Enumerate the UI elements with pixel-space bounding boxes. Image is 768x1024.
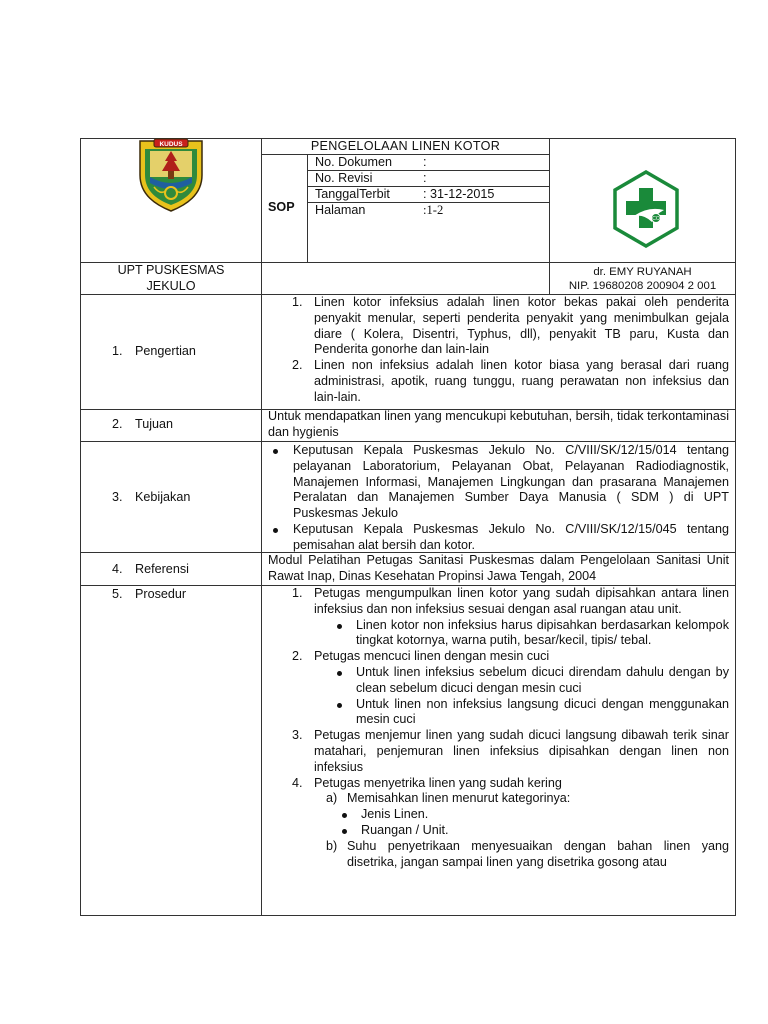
- org-name: [81, 263, 261, 295]
- step-number: 4.: [292, 775, 303, 790]
- signer-block: [550, 265, 735, 293]
- prosedur-content: [292, 586, 729, 915]
- kudus-crest-logo: [136, 137, 206, 213]
- step-bullet: [292, 618, 729, 650]
- sub-step-text: Suhu penyetrikaan menyesuaikan dengan bahan linen yang disetrika, jangan sampai linen yang disetrika gosong atau: [347, 838, 729, 869]
- section-label-pengertian: [112, 344, 252, 360]
- svg-text:KUDUS: KUDUS: [159, 141, 183, 148]
- meta-value-halaman: :1-2: [423, 203, 444, 217]
- section-label-referensi: [112, 562, 252, 578]
- row-line: [80, 441, 736, 442]
- list-item: [292, 295, 729, 358]
- meta-value-dokumen: :: [423, 155, 427, 169]
- item-number: 1.: [292, 295, 303, 309]
- step-text: Petugas menjemur linen yang sudah dicuci langsung dibawah terik sinar matahari, penjemuran linen infeksius dipisahkan dengan linen non infeksius: [314, 728, 729, 774]
- table-border-right: [735, 138, 736, 916]
- meta-value-revisi: :: [423, 171, 427, 185]
- step-text: Petugas mencuci linen dengan mesin cuci: [314, 649, 550, 664]
- step-bullet: [292, 697, 729, 729]
- bullet-icon: [337, 671, 342, 676]
- meta-label-halaman: Halaman: [315, 203, 366, 217]
- section-title: Kebijakan: [135, 490, 191, 504]
- bullet-icon: [337, 624, 342, 629]
- sub-step-b: [292, 839, 729, 871]
- bullet-text: Jenis Linen.: [361, 807, 429, 822]
- item-text: Linen kotor infeksius adalah linen kotor bekas pakai oleh penderita penyakit menular, seperti penderita penyakit yang menimbulkan gejala diare ( Kolera, Disentri, Typhus, dll), penyakit TB paru, Kusta dan Penderita gonorhe dan lain-lain: [314, 295, 729, 357]
- sub-step-text: Memisahkan linen menurut kategorinya:: [347, 791, 571, 806]
- item-text: Linen non infeksius adalah linen kotor biasa yang berasal dari ruang administrasi, apotik, ruang tunggu, ruang perawatan non infeksius dan lain-lain.: [314, 358, 729, 404]
- procedure-step: [292, 649, 729, 665]
- pengertian-content: [292, 295, 729, 406]
- sub-step-marker: a): [326, 791, 338, 806]
- section-number: 5.: [112, 587, 123, 601]
- signer-name: dr. EMY RUYANAH: [593, 266, 692, 278]
- item-text: Keputusan Kepala Puskesmas Jekulo No. C/VIII/SK/12/15/014 tentang pelayanan Laboratorium, Pelayanan Obat, Pelayanan Radiodiagnostik, Manajemen Informasi, Manajemen Lingkungan dan prasarana Manajemen Peralatan dan Manajemen Sumber Daya Manusia ( SDM ) di UPT Puskesmas Jekulo: [293, 443, 729, 521]
- meta-label-tanggal: TanggalTerbit: [315, 187, 390, 201]
- procedure-step: [292, 728, 729, 775]
- bullet-icon: [342, 829, 347, 834]
- meta-label-dokumen: No. Dokumen: [315, 155, 392, 169]
- col-divider-main: [261, 138, 262, 916]
- section-title: Pengertian: [135, 344, 196, 358]
- step-text: Petugas menyetrika linen yang sudah kering: [314, 775, 562, 790]
- section-title: Prosedur: [135, 587, 187, 601]
- puskesmas-logo: [612, 170, 680, 248]
- list-item: [270, 443, 729, 522]
- step-number: 1.: [292, 586, 303, 600]
- section-label-tujuan: [112, 417, 252, 433]
- bullet-icon: [273, 528, 278, 533]
- bullet-text: Untuk linen non infeksius langsung dicuci dengan menggunakan mesin cuci: [356, 696, 729, 727]
- section-number: 2.: [112, 417, 123, 431]
- tujuan-content: Untuk mendapatkan linen yang mencukupi kebutuhan, bersih, tidak terkontaminasi dan hygienis: [268, 409, 729, 439]
- sub-step-marker: b): [326, 838, 338, 853]
- section-label-prosedur: [112, 587, 252, 603]
- section-number: 1.: [112, 344, 123, 358]
- step-number: 2.: [292, 649, 303, 664]
- org-name-line1: UPT PUSKESMAS: [117, 263, 225, 277]
- section-title: Referensi: [135, 562, 189, 576]
- bullet-text: Linen kotor non infeksius harus dipisahkan berdasarkan kelompok tingkat kotornya, warna putih, besar/kecil, tipis/ tebal.: [356, 617, 729, 648]
- bullet-icon: [342, 813, 347, 818]
- step-bullet: [292, 665, 729, 697]
- referensi-content: Modul Pelatihan Petugas Sanitasi Puskesmas dalam Pengelolaan Sanitasi Unit Rawat Inap, Dinas Kesehatan Propinsi Jawa Tengah, 2004: [268, 553, 729, 583]
- bullet-text: Ruangan / Unit.: [361, 822, 449, 837]
- puskesmas-hexagon-icon: [612, 170, 680, 248]
- section-title: Tujuan: [135, 417, 174, 431]
- sub-step-bullet: [292, 807, 729, 823]
- document-title: PENGELOLAAN LINEN KOTOR: [310, 139, 501, 153]
- header-row-line: [261, 154, 549, 155]
- bullet-text: Untuk linen infeksius sebelum dicuci direndam dahulu dengan by clean sebelum dicuci dengan mesin cuci: [356, 664, 729, 695]
- item-text: Keputusan Kepala Puskesmas Jekulo No. C/VIII/SK/12/15/045 tentang pemisahan alat bersih dan kotor.: [293, 521, 729, 552]
- list-item: [292, 358, 729, 405]
- meta-label-revisi: No. Revisi: [315, 171, 373, 185]
- list-item: [270, 522, 729, 554]
- step-number: 3.: [292, 728, 303, 743]
- kudus-crest-icon: [136, 137, 206, 213]
- table-border-left: [80, 138, 81, 916]
- procedure-step: [292, 776, 729, 792]
- bullet-icon: [273, 449, 278, 454]
- step-text: Petugas mengumpulkan linen kotor yang sudah dipisahkan antara linen infeksius dan non infeksius sesuai dengan asal ruangan atau unit.: [314, 586, 729, 616]
- bullet-icon: [337, 703, 342, 708]
- sop-label: SOP: [268, 200, 295, 214]
- meta-value-tanggal: : 31-12-2015: [423, 187, 495, 201]
- signer-nip: NIP. 19680208 200904 2 001: [568, 280, 717, 292]
- section-number: 4.: [112, 562, 123, 576]
- table-border-bottom: [80, 915, 736, 916]
- sub-step-bullet: [292, 823, 729, 839]
- section-label-kebijakan: [112, 490, 252, 506]
- procedure-step: [292, 586, 729, 618]
- item-number: 2.: [292, 358, 303, 373]
- kebijakan-content: [270, 443, 729, 554]
- org-name-line2: JEKULO: [146, 278, 196, 293]
- section-number: 3.: [112, 490, 123, 504]
- svg-text:CO: CO: [652, 216, 660, 222]
- sub-step-a: [292, 791, 729, 807]
